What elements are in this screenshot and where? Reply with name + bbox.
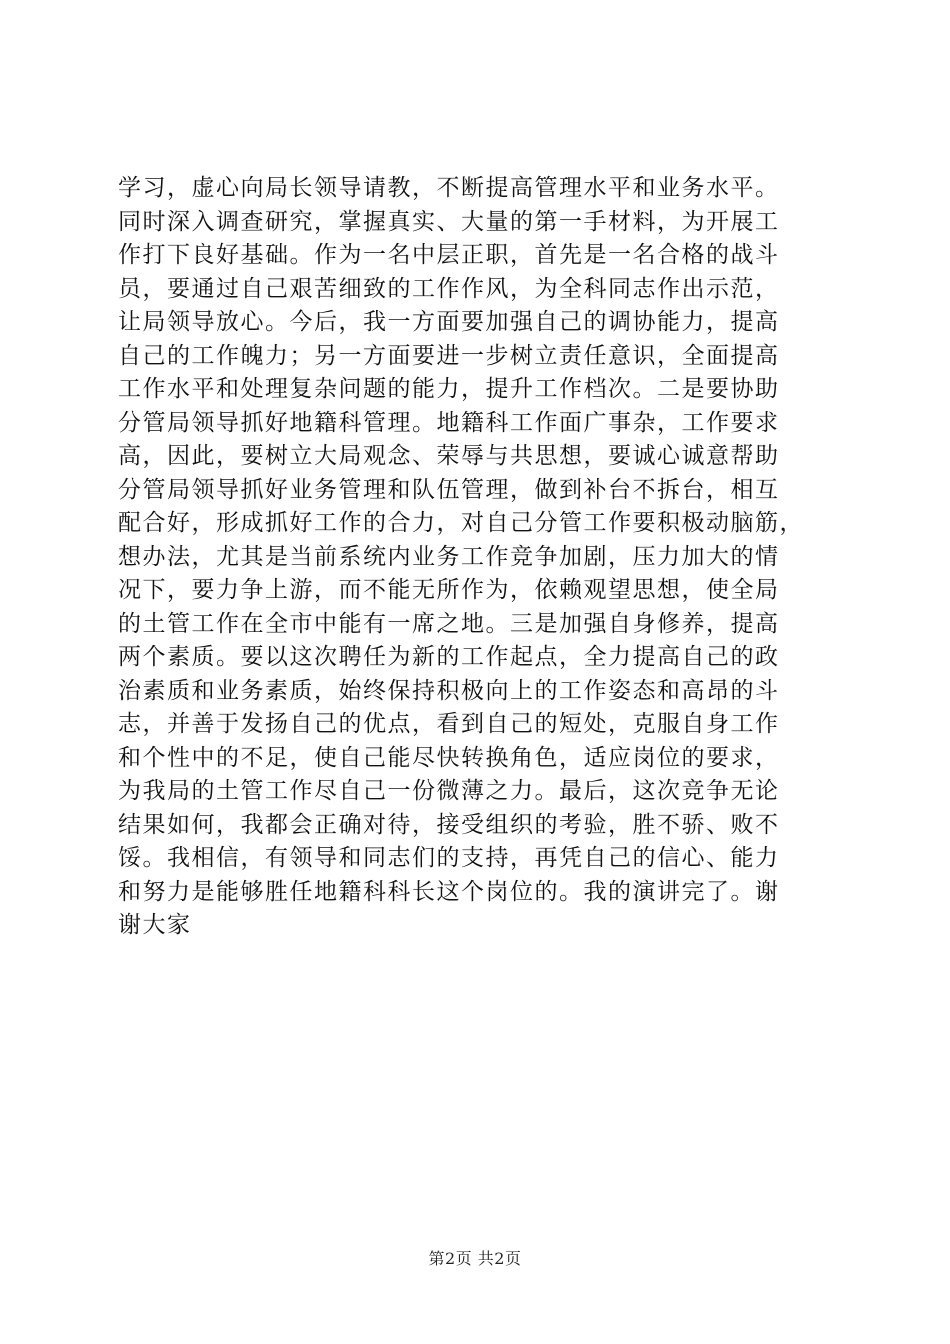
text-line: 自己的工作魄力；另一方面要进一步树立责任意识，全面提高 xyxy=(118,342,780,369)
text-line: 作打下良好基础。作为一名中层正职，首先是一名合格的战斗 xyxy=(118,242,780,268)
text-line: 治素质和业务素质，始终保持积极向上的工作姿态和高昂的斗 xyxy=(118,677,780,704)
page-number-footer: 第2页 共2页 xyxy=(428,1249,522,1268)
text-line: 员，要通过自己艰苦细致的工作作风，为全科同志作出示范， xyxy=(118,275,780,302)
text-line: 让局领导放心。今后，我一方面要加强自己的调协能力，提高 xyxy=(118,309,780,335)
text-line: 两个素质。要以这次聘任为新的工作起点，全力提高自己的政 xyxy=(118,644,780,670)
text-line: 和个性中的不足，使自己能尽快转换角色，适应岗位的要求， xyxy=(118,744,780,771)
text-line: 配合好，形成抓好工作的合力，对自己分管工作要积极动脑筋， xyxy=(118,510,804,536)
body-text xyxy=(118,172,838,943)
text-line: 的土管工作在全市中能有一席之地。三是加强自身修养，提高 xyxy=(118,610,780,637)
text-line: 分管局领导抓好业务管理和队伍管理，做到补台不拆台，相互 xyxy=(118,476,780,503)
text-line: 结果如何，我都会正确对待，接受组织的考验，胜不骄、败不 xyxy=(118,811,780,838)
text-line: 学习，虚心向局长领导请教，不断提高管理水平和业务水平。 xyxy=(118,175,780,201)
text-line: 工作水平和处理复杂问题的能力，提升工作档次。二是要协助 xyxy=(118,376,780,402)
text-line: 志，并善于发扬自己的优点，看到自己的短处，克服自身工作 xyxy=(118,711,780,737)
text-line: 分管局领导抓好地籍科管理。地籍科工作面广事杂，工作要求 xyxy=(118,409,780,436)
text-line: 谢大家 xyxy=(118,912,192,938)
text-line: 馁。我相信，有领导和同志们的支持，再凭自己的信心、能力 xyxy=(118,845,780,871)
text-line: 和努力是能够胜任地籍科科长这个岗位的。我的演讲完了。谢 xyxy=(118,878,780,905)
text-line: 高，因此，要树立大局观念、荣辱与共思想，要诚心诚意帮助 xyxy=(118,443,780,469)
text-line: 想办法，尤其是当前系统内业务工作竞争加剧，压力加大的情 xyxy=(118,543,780,570)
text-line: 况下，要力争上游，而不能无所作为，依赖观望思想，使全局 xyxy=(118,577,780,603)
text-line: 同时深入调查研究，掌握真实、大量的第一手材料，为开展工 xyxy=(118,208,780,235)
text-line: 为我局的土管工作尽自己一份微薄之力。最后，这次竞争无论 xyxy=(118,778,780,804)
